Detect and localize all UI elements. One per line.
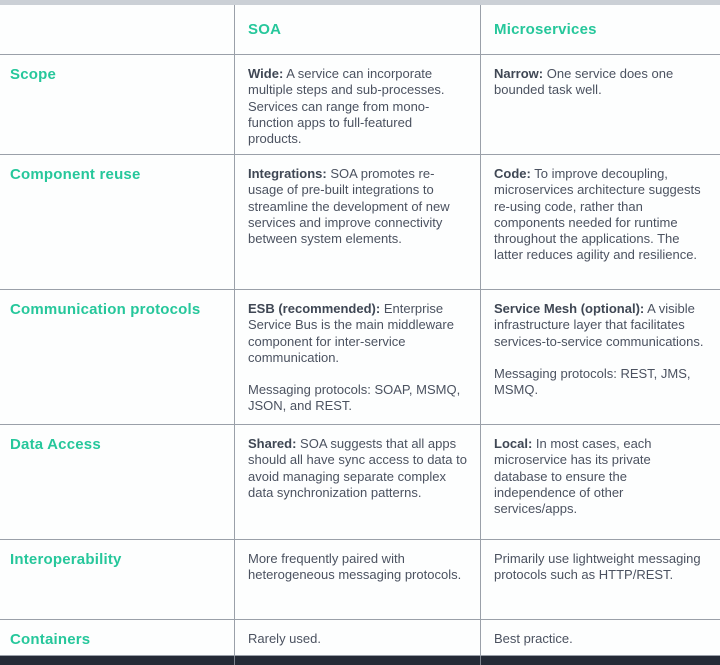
cell-lead-text: Code: <box>494 166 531 181</box>
cell-communication-protocols-soa <box>234 290 480 425</box>
bottom-bar-column-divider <box>234 656 235 665</box>
cell-body-text: Best practice. <box>494 631 573 646</box>
cell-interoperability-soa <box>234 540 480 620</box>
cell-body-text: A service can incorporate multiple steps and sub-processes. Services can range from mono-function apps to full-featured products. <box>248 66 445 146</box>
cell-body-text: More frequently paired with heterogeneous messaging protocols. <box>248 551 462 583</box>
cell-text <box>494 436 707 517</box>
cell-containers-microservices <box>480 620 720 656</box>
cell-second-paragraph: Messaging protocols: REST, JMS, MSMQ. <box>494 365 691 397</box>
cell-second-paragraph: Messaging protocols: SOAP, MSMQ, JSON, and REST. <box>248 382 461 414</box>
row-label-data-access: Data Access <box>0 425 234 540</box>
cell-component-reuse-microservices <box>480 155 720 290</box>
cell-body-text: In most cases, each microservice has its private database to ensure the independence of other services/apps. <box>494 436 652 516</box>
cell-data-access-microservices <box>480 425 720 540</box>
row-label-communication-protocols: Communication protocols <box>0 290 234 425</box>
comparison-table <box>0 5 720 656</box>
row-label-containers: Containers <box>0 620 234 656</box>
cell-body-text: To improve decoupling, microservices architecture suggests re-using code, rather than components needed for runtime throughout the applications. The latter reduces agility and resilience. <box>494 166 701 263</box>
cell-text <box>494 301 707 350</box>
row-label-scope: Scope <box>0 55 234 155</box>
cell-text <box>494 166 707 264</box>
cell-body-text: Primarily use lightweight messaging protocols such as HTTP/REST. <box>494 551 701 583</box>
row-label-interoperability: Interoperability <box>0 540 234 620</box>
cell-containers-soa <box>234 620 480 656</box>
cell-text <box>248 166 467 247</box>
cell-communication-protocols-microservices <box>480 290 720 425</box>
row-label-component-reuse: Component reuse <box>0 155 234 290</box>
cell-lead-text: Shared: <box>248 436 297 451</box>
cell-body-text: One service does one bounded task well. <box>494 66 674 98</box>
cell-lead-text: Service Mesh (optional): <box>494 301 645 316</box>
column-header-soa: SOA <box>234 5 480 55</box>
cell-text <box>494 551 707 584</box>
cell-body-text: A visible infrastructure layer that facilitates services-to-service communications. <box>494 301 704 349</box>
cell-lead-text: Narrow: <box>494 66 544 81</box>
cell-body-text: SOA promotes re-usage of pre-built integrations to streamline the development of new services and improve connectivity between system elements. <box>248 166 450 246</box>
column-header-empty <box>0 5 234 55</box>
cell-scope-microservices <box>480 55 720 155</box>
cell-text <box>248 631 467 647</box>
cell-body-text: Rarely used. <box>248 631 321 646</box>
bottom-cropped-row-bar <box>0 656 720 665</box>
cell-text <box>248 551 467 584</box>
cell-text <box>248 66 467 147</box>
cell-text <box>494 631 707 647</box>
cell-lead-text: Local: <box>494 436 533 451</box>
cell-text <box>248 301 467 366</box>
cell-interoperability-microservices <box>480 540 720 620</box>
cell-text <box>494 66 707 99</box>
column-header-microservices: Microservices <box>480 5 720 55</box>
cell-data-access-soa <box>234 425 480 540</box>
cell-scope-soa <box>234 55 480 155</box>
cell-lead-text: Integrations: <box>248 166 327 181</box>
cell-lead-text: Wide: <box>248 66 284 81</box>
cell-component-reuse-soa <box>234 155 480 290</box>
cell-lead-text: ESB (recommended): <box>248 301 381 316</box>
cell-body-text: Enterprise Service Bus is the main middleware component for inter-service communication. <box>248 301 454 365</box>
cell-body-text: SOA suggests that all apps should all have sync access to data to avoid managing separate complex data synchronization patterns. <box>248 436 467 500</box>
cell-text <box>248 436 467 501</box>
bottom-bar-column-divider <box>480 656 481 665</box>
